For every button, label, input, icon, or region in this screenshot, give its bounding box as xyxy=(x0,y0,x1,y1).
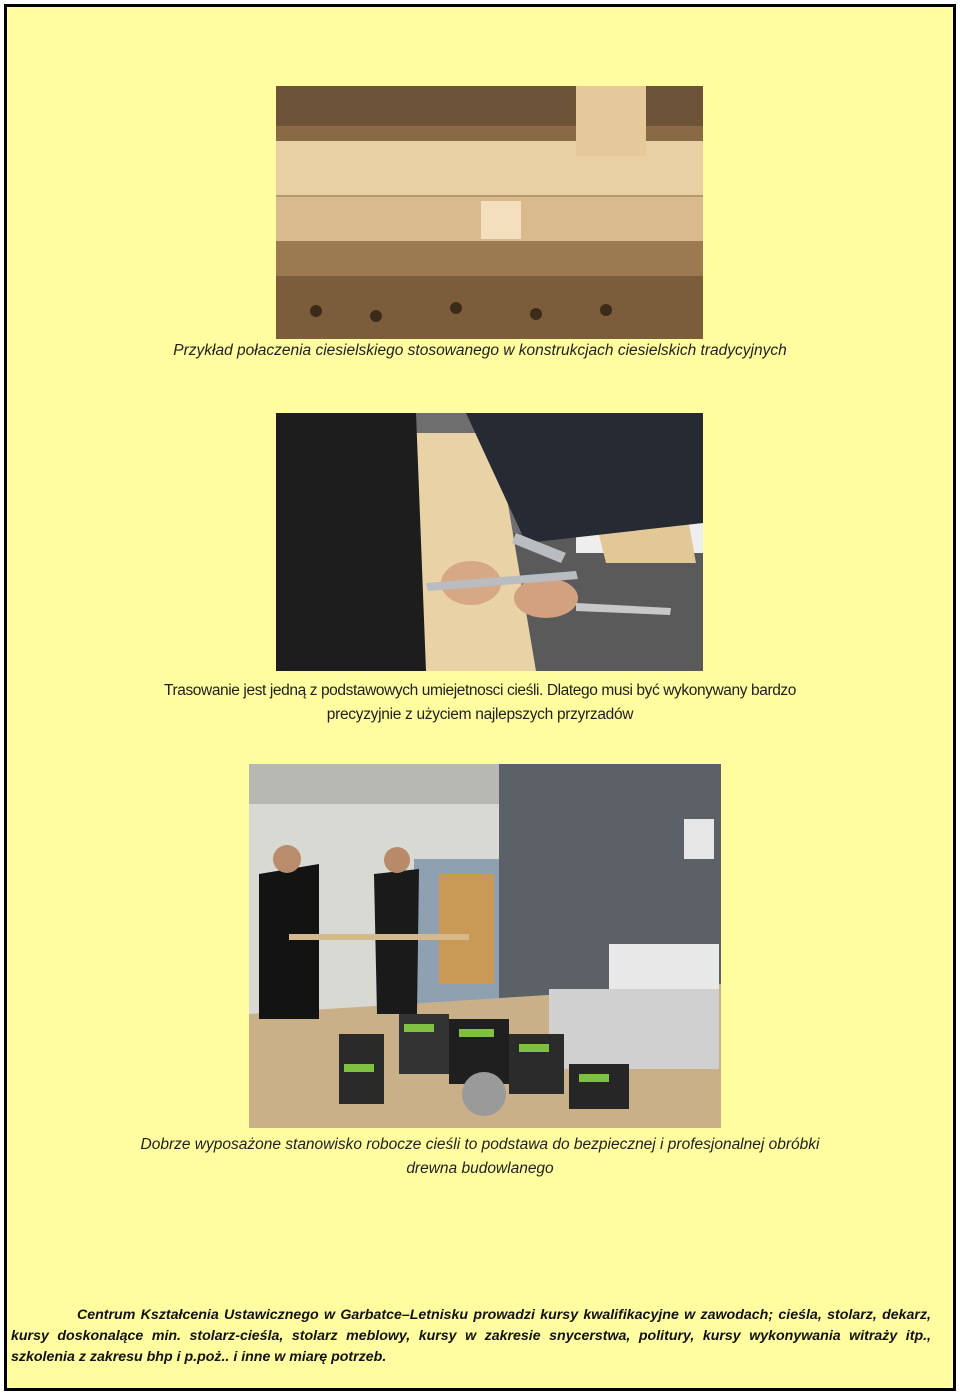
footer-paragraph xyxy=(11,1305,931,1368)
caption-marking-line2: precyzyjnie z użyciem najlepszych przyrzadów xyxy=(326,706,634,723)
photo-marking xyxy=(276,413,703,671)
photo-workshop xyxy=(249,764,721,1128)
workshop-photo-image xyxy=(249,764,721,1128)
joint-photo-image xyxy=(276,86,703,339)
caption-workshop-line2: drewna budowlanego xyxy=(406,1160,554,1177)
photo-joint xyxy=(276,86,703,339)
caption-joint: Przykład połaczenia ciesielskiego stosowanego w konstrukcjach ciesielskich tradycyjnych xyxy=(173,342,787,359)
caption-workshop-line1: Dobrze wyposażone stanowisko robocze cieśli to podstawa do bezpiecznej i profesjonalnej obróbki xyxy=(140,1136,820,1153)
marking-photo-image xyxy=(276,413,703,671)
footer-text: Centrum Kształcenia Ustawicznego w Garbatce–Letnisku prowadzi kursy kwalifikacyjne w zawodach; cieśla, stolarz, dekarz, kursy doskonalące min. stolarz-cieśla, stolarz meblowy, kursy w zakresie snycerstwa, politury, kursy wykonywania witraży itp., szkolenia z zakresu bhp i p.poż.. i inne w miarę potrzeb. xyxy=(11,1307,931,1365)
caption-marking-line1: Trasowanie jest jedną z podstawowych umiejetnosci cieśli. Dlatego musi być wykonywany bardzo xyxy=(163,682,797,699)
yellow-frame xyxy=(4,4,956,1391)
